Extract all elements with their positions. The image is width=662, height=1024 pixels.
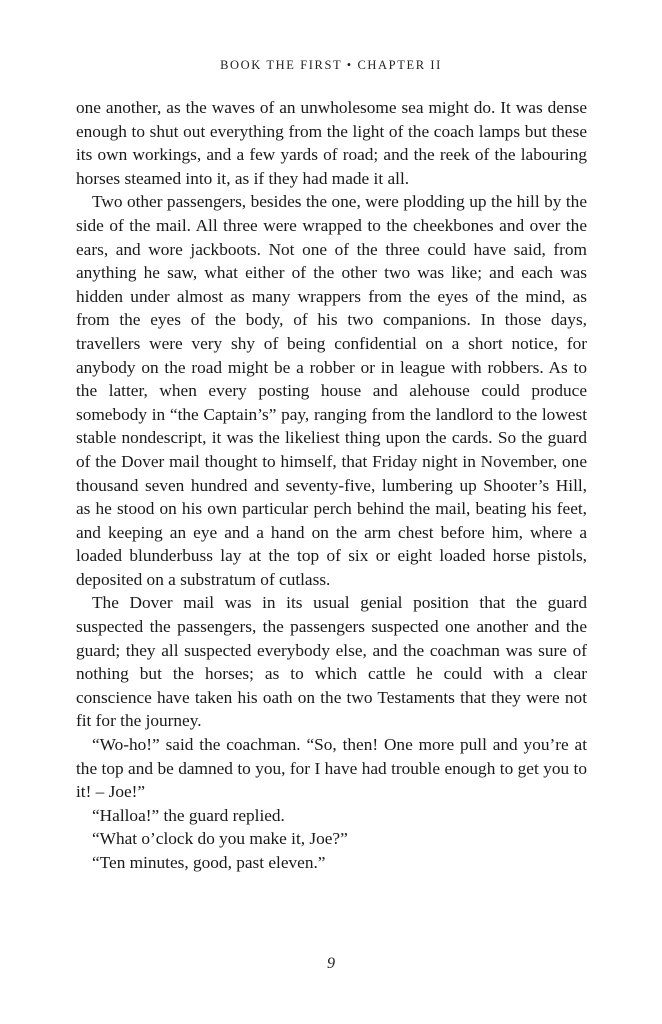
dialogue-guard-reply: “Halloa!” the guard replied.: [92, 805, 285, 825]
body-text: [76, 96, 587, 875]
paragraph-passengers: Two other passengers, besides the one, were plodding up the hill by the side of the mail. All three were wrapped to the cheekbones and over the ears, and wore jackboots. Not one of the three could have said, from anything he saw, what either of the other two was like; and each was hidden under almost as many wrappers from the eyes of the mind, as from the eyes of the body, of his two companions. In those days, travellers were very shy of being confidential on a short notice, for anybody on the road might be a robber or in league with robbers. As to the latter, when every posting house and alehouse could produce somebody in “the Captain’s” pay, ranging from the landlord to the lowest stable nondescript, it was the likeliest thing upon the cards. So the guard of the Dover mail thought to himself, that Friday night in November, one thousand seven hundred and seventy-five, lumbering up Shooter’s Hill, as he stood on his own particular perch behind the mail, beating his feet, and keeping an eye and a hand on the arm chest before him, where a loaded blunderbuss lay at the top of six or eight loaded horse pistols, deposited on a substratum of cutlass.: [76, 192, 587, 589]
dialogue-time-answer: “Ten minutes, good, past eleven.”: [92, 853, 326, 872]
page-number: 9: [327, 955, 335, 972]
dialogue-time-question: “What o’clock do you make it, Joe?”: [92, 829, 348, 849]
dialogue-coachman: “Wo-ho!” said the coachman. “So, then! One more pull and you’re at the top and be damned to you, for I have had trouble enough to get you to it! – Joe!”: [76, 735, 587, 802]
paragraph-dover-mail: The Dover mail was in its usual genial position that the guard suspected the passengers, the passengers suspected one another and the guard; they all suspected everybody else, and the coachman was sure of nothing but the horses; as to which cattle he could with a clear conscience have taken his oath on the two Testaments that they were not fit for the journey.: [76, 593, 587, 731]
paragraph-continuation: one another, as the waves of an unwholesome sea might do. It was dense enough to shut out everything from the light of the coach lamps but these its own workings, and a few yards of road; and the reek of the labouring horses steamed into it, as if they had made it all.: [76, 98, 587, 188]
running-head: BOOK THE FIRST • CHAPTER II: [220, 58, 442, 72]
